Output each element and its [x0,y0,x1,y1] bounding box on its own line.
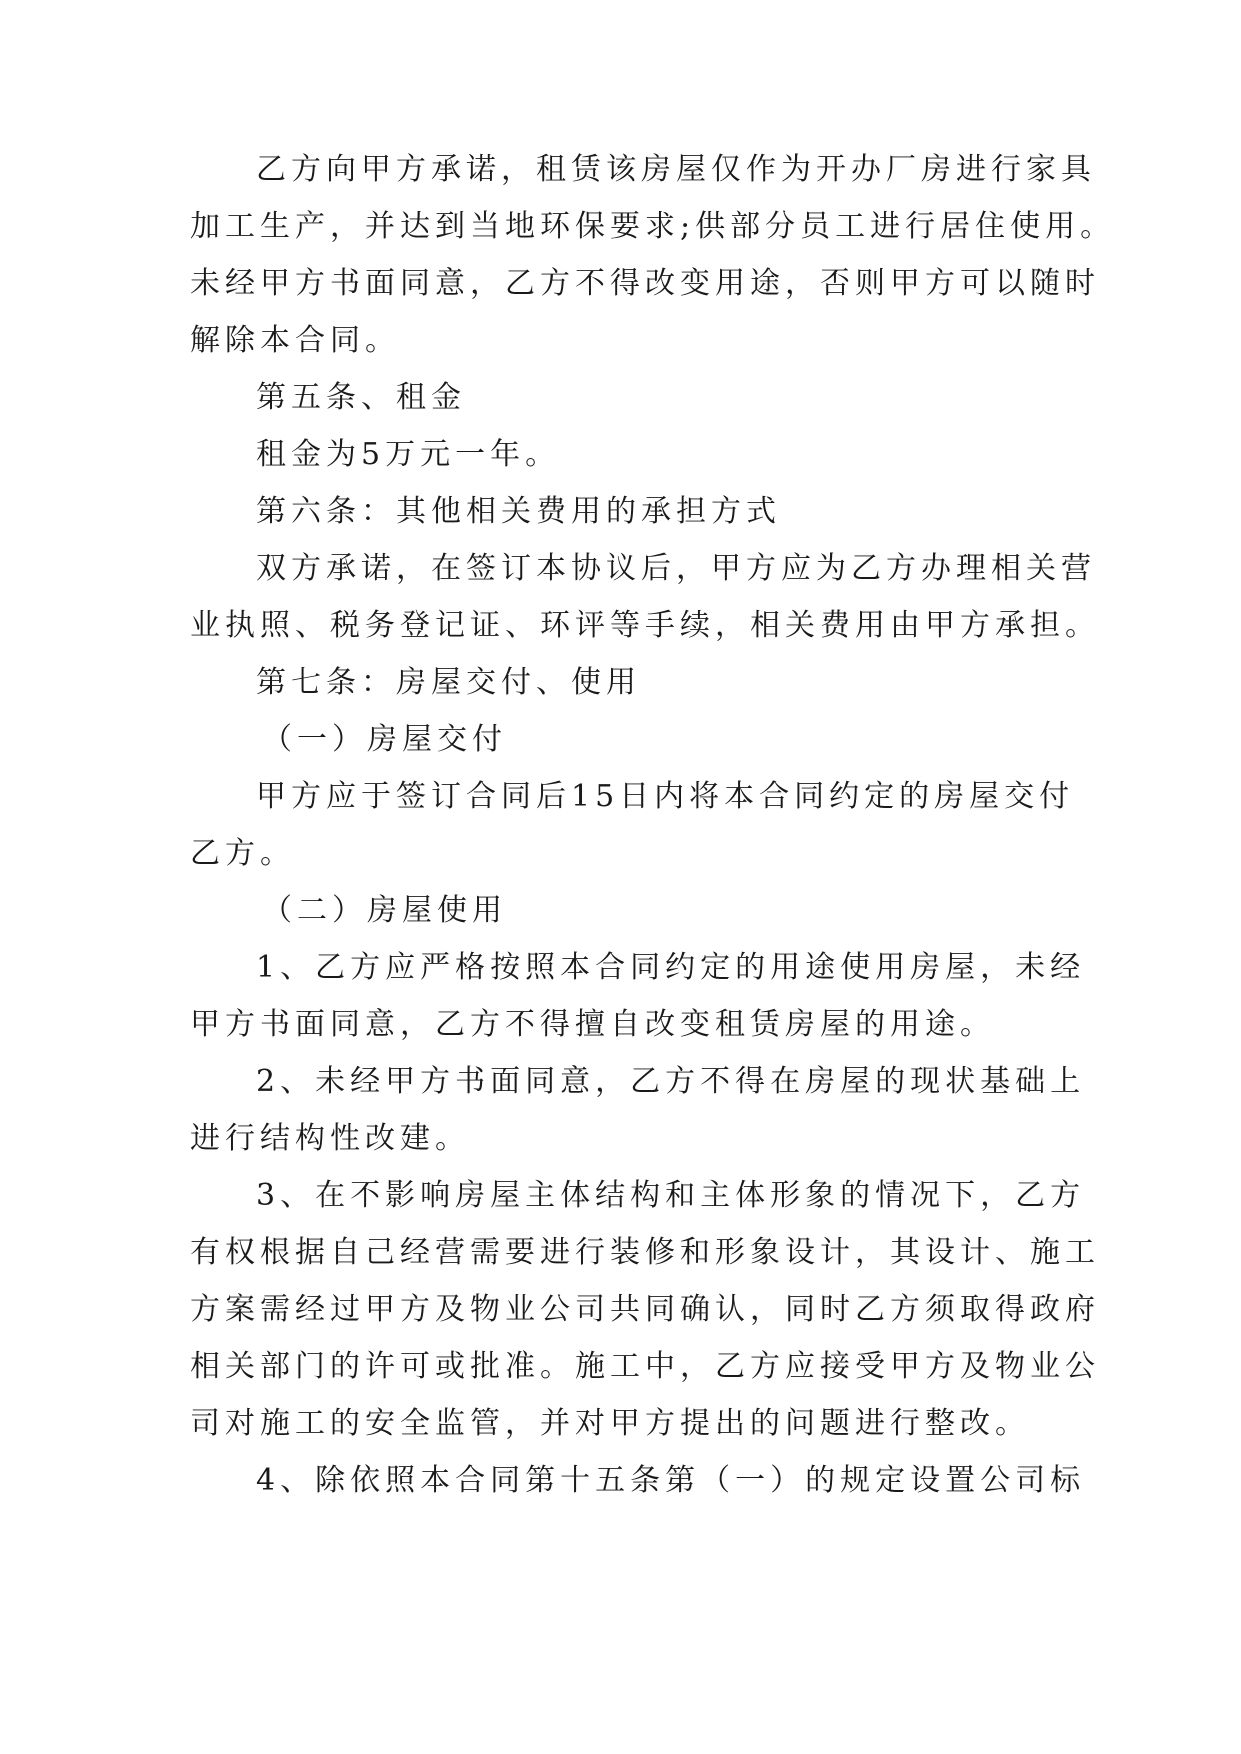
text-line: 甲方书面同意，乙方不得擅自改变租赁房屋的用途。 [190,1007,995,1042]
text-line: 4、除依照本合同第十五条第（一）的规定设置公司标 [256,1463,1086,1498]
text-line: 加工生产，并达到当地环保要求;供部分员工进行居住使用。 [190,209,1116,244]
text-line: 双方承诺，在签订本协议后，甲方应为乙方办理相关营 [256,551,1096,586]
section-heading: 第五条、租金 [256,380,466,415]
text-line: 司对施工的安全监管，并对甲方提出的问题进行整改。 [190,1406,1030,1441]
subsection-heading: （二）房屋使用 [262,893,507,928]
subsection-heading: （一）房屋交付 [262,722,507,757]
text-line: 解除本合同。 [190,323,400,358]
text-line: 租金为5万元一年。 [256,437,561,472]
text-line: 有权根据自己经营需要进行装修和形象设计，其设计、施工 [190,1235,1100,1270]
text-line: 甲方应于签订合同后15日内将本合同约定的房屋交付 [256,779,1075,814]
section-heading: 第六条：其他相关费用的承担方式 [256,494,781,529]
text-line: 方案需经过甲方及物业公司共同确认，同时乙方须取得政府 [190,1292,1100,1327]
text-line: 业执照、税务登记证、环评等手续，相关费用由甲方承担。 [190,608,1100,643]
text-line: 3、在不影响房屋主体结构和主体形象的情况下，乙方 [256,1178,1086,1213]
text-line: 乙方。 [190,836,295,871]
text-line: 2、未经甲方书面同意，乙方不得在房屋的现状基础上 [256,1064,1086,1099]
text-line: 1、乙方应严格按照本合同约定的用途使用房屋，未经 [256,950,1086,985]
text-line: 相关部门的许可或批准。施工中，乙方应接受甲方及物业公 [190,1349,1100,1384]
text-line: 进行结构性改建。 [190,1121,470,1156]
text-line: 未经甲方书面同意，乙方不得改变用途，否则甲方可以随时 [190,266,1100,301]
text-line: 乙方向甲方承诺，租赁该房屋仅作为开办厂房进行家具 [256,152,1096,187]
section-heading: 第七条：房屋交付、使用 [256,665,641,700]
